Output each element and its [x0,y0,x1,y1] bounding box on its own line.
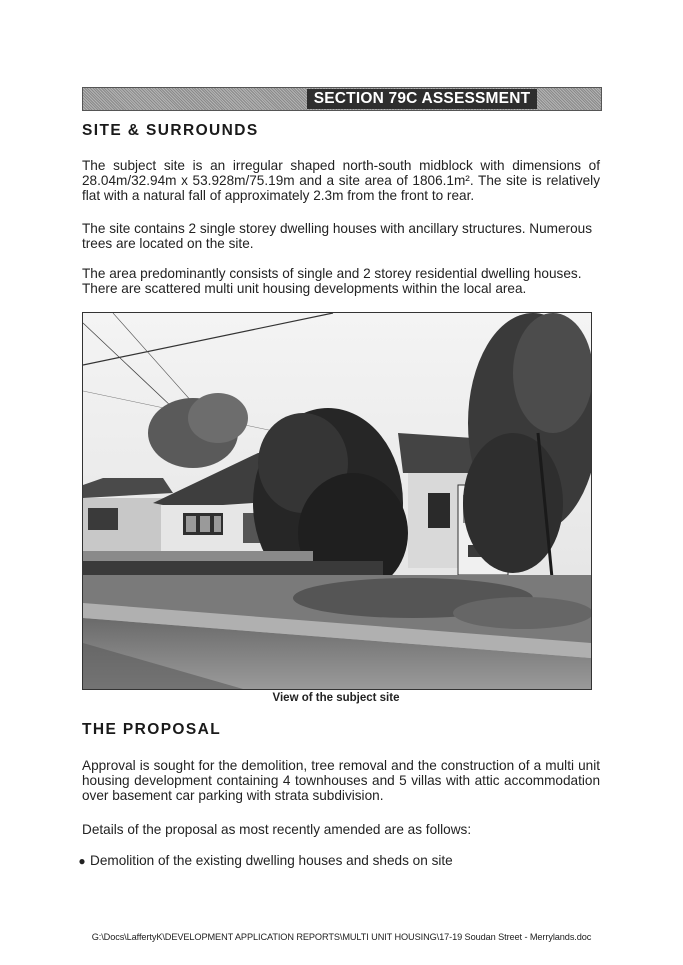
section-title: SECTION 79C ASSESSMENT [307,89,537,109]
list-item-text: Demolition of the existing dwelling houses and sheds on site [90,853,453,868]
list-item [74,853,453,868]
photo-caption: View of the subject site [272,692,400,704]
proposal-bullet-list [74,853,453,868]
site-paragraph-3: The area predominantly consists of single and 2 storey residential dwelling houses. There are scattered multi unit housing developments within the local area. [82,266,582,296]
section-banner [82,87,602,111]
site-paragraph-2: The site contains 2 single storey dwelling houses with ancillary structures. Numerous trees are located on the site. [82,221,592,251]
site-heading: SITE & SURROUNDS [82,122,259,139]
proposal-paragraph-1: Approval is sought for the demolition, tree removal and the construction of a multi unit housing development containing 4 townhouses and 5 villas with attic accommodation over basement car parking with strata subdivision. [82,758,600,803]
proposal-heading: THE PROPOSAL [82,721,222,738]
site-paragraph-1: The subject site is an irregular shaped north-south midblock with dimensions of 28.04m/32.94m x 53.928m/75.19m and a site area of 1806.1m². The site is relatively flat with a natural fall of approximately 2.3m from the front to rear. [82,158,600,203]
bullet-icon: ● [78,854,86,868]
site-photo [82,312,592,690]
footer-file-path: G:\Docs\LaffertyK\DEVELOPMENT APPLICATION REPORTS\MULTI UNIT HOUSING\17-19 Soudan Street - Merrylands.doc [91,932,592,942]
proposal-paragraph-2: Details of the proposal as most recently amended are as follows: [82,822,472,837]
